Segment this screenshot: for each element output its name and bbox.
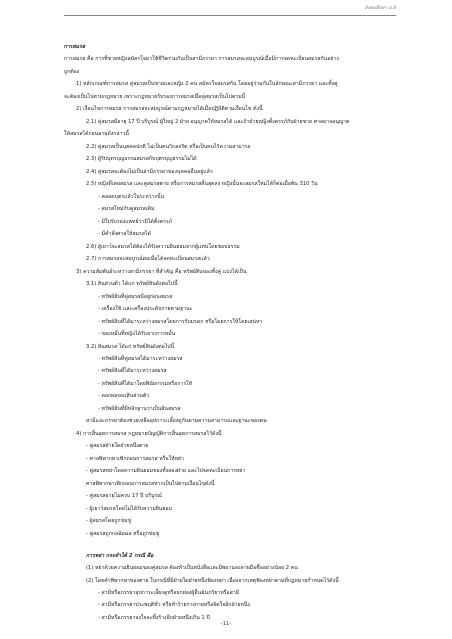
text-line: - ทรัพย์สินที่ได้มาโดยพินัยกรรมหรือการให้ bbox=[98, 380, 193, 387]
text-line: 2.1) คู่สมรสมีอายุ 17 ปี บริบูรณ์ ผู้ใหญ่ 2 ฝ่าย อนุญาตให้สมรสได้ และถ้าฝ่ายหญิงตั้งครรภ์กับฝ่ายชาย ศาลอาจอนุญาต bbox=[86, 118, 350, 125]
text-line: - คู่สมรสถูกกลฉ้อฉล หรือถูกข่มขู่ bbox=[86, 530, 160, 537]
text-line: 2.7) การสมรสจะสมบูรณ์ต่อเมื่อได้จดทะเบียนสมรสแล้ว bbox=[86, 256, 210, 263]
text-line: 2.3) ผู้รับบุตรบุญธรรมสมรสกับบุตรบุญธรรมไม่ได้ bbox=[86, 156, 197, 163]
text-line: - มีใบรับรองแพทย์ว่ามิได้ตั้งครรภ์ bbox=[98, 218, 173, 225]
text-line: (1) หย่าด้วยความยินยอมของคู่สมรส ต้องทำเป็นหนังสือและมีพยานลงลายมือชื่ออย่างน้อย 2 คน bbox=[86, 565, 298, 572]
text-line: สามีและภรรยาต้องช่วยเหลืออุปการะเลี้ยงดูกันตามความสามารถและฐานะของตน bbox=[86, 418, 267, 425]
text-line: - สามีหรือภรรยาประพฤติชั่ว หรือทำร้ายร่างกายหรือจิตใจอีกฝ่ายหนึ่ง bbox=[98, 602, 250, 609]
text-line: - ผู้เยาว์สมรสโดยไม่ได้รับความยินยอม bbox=[86, 505, 172, 512]
text-line: - ทรัพย์สินที่ได้มาระหว่างสมรสโดยการรับมรดก หรือโดยการให้โดยเสน่หา bbox=[98, 318, 263, 325]
page-number: -11- bbox=[221, 621, 231, 627]
text-line: - ทรัพย์สินที่ได้มาระหว่างสมรส bbox=[98, 368, 167, 375]
text-line: - ทรัพย์สินที่มีหลักฐานว่าเป็นสินสมรส bbox=[98, 405, 181, 412]
text-line: จะต้องเป็นไปตามกฎหมาย เพราะกฎหมายรับรองการสมรสเมื่อคู่สมรสเป็นไปตามนี้ bbox=[64, 93, 246, 100]
text-line: - คู่สมรสอายุไม่ครบ 17 ปี บริบูรณ์ bbox=[86, 493, 162, 500]
text-line: - ศาลพิพากษาเพิกถอนการสมรส หรือให้หย่า bbox=[86, 455, 184, 462]
text-line: การสมรส bbox=[64, 44, 86, 50]
text-line: - ดอกผลของสินส่วนตัว bbox=[98, 393, 150, 400]
text-line: - สมรสใหม่กับคู่สมรสเดิม bbox=[98, 206, 155, 213]
text-line: - คู่สมรสฝ่ายใดฝ่ายหนึ่งตาย bbox=[86, 443, 149, 450]
text-line: - สามีหรือภรรยาจงใจละทิ้งร้างอีกฝ่ายหนึ่งเกิน 1 ปี bbox=[98, 614, 210, 621]
text-line: 4) การสิ้นสุดการสมรส กฎหมายบัญญัติการสิ้นสุดการสมรสไว้ดังนี้ bbox=[76, 430, 222, 437]
text-line: - คู่สมรสหย่าโดยความยินยอมของทั้งสองฝ่าย และไปจดทะเบียนการหย่า bbox=[86, 468, 246, 475]
text-line: ศาลพิพากษาเพิกถอนการสมรสหากเป็นไปตามเงื่อนไขดังนี้ bbox=[86, 480, 215, 487]
text-line: 3) ความสัมพันธ์ระหว่างสามีภรรยา ที่สำคัญ คือ ทรัพย์สินของทั้งคู่ แบ่งได้เป็น bbox=[76, 268, 247, 275]
text-line: 3.1) สินส่วนตัว ได้แก่ ทรัพย์สินดังต่อไปนี้ bbox=[86, 281, 178, 288]
text-line: 2.5) หญิงที่เคยสมรส และคู่สมรสตาย หรือการสมรสสิ้นสุดลง หญิงนั้นจะสมรสใหม่ได้ก็ต่อเมื่อพ้น 310 วัน bbox=[86, 181, 318, 188]
text-line: - ทรัพย์สินที่คู่สมรสมีอยู่ก่อนสมรส bbox=[98, 293, 173, 300]
running-header: สังคมศึกษา ม.4 bbox=[364, 6, 396, 11]
text-line: ถูกต้อง bbox=[64, 68, 80, 75]
text-line: - คลอดบุตรแล้วในระหว่างนั้น bbox=[98, 193, 165, 200]
text-line: - ทรัพย์สินที่คู่สมรสได้มาระหว่างสมรส bbox=[98, 356, 183, 362]
text-line: 2) เงื่อนไขการสมรส การสมรสจะสมบูรณ์ตามกฎหมายได้เมื่อปฏิบัติตามเงื่อนไข ดังนี้ bbox=[76, 106, 263, 113]
text-line: - ของหมั้นที่หญิงได้รับจากการหมั้น bbox=[98, 331, 176, 338]
text-line: 2.6) ผู้เยาว์จะสมรสได้ต้องได้รับความยินยอมจากผู้แทนโดยชอบธรรม bbox=[86, 243, 240, 250]
text-line: (2) โดยคำพิพากษาของศาล ในกรณีที่มีฝ่ายใดฝ่ายหนึ่งฟ้องหย่า เนื่องจากเหตุฟ้องหย่าตามที่กฎหมายกำหนดไว้ดังนี้ bbox=[86, 577, 339, 584]
text-line: - ผู้สมรสโดยถูกข่มขู่ bbox=[86, 518, 132, 525]
text-line: การหย่า กระทำได้ 2 กรณี คือ bbox=[86, 552, 154, 559]
header-rule bbox=[64, 15, 396, 16]
text-line: 2.4) คู่สมรสจะต้องไม่เป็นสามีภรรยาของบุคคลอื่นอยู่แล้ว bbox=[86, 168, 213, 175]
text-line: - มีคำสั่งศาลให้สมรสได้ bbox=[98, 231, 151, 238]
text-line: - เครื่องใช้ และเครื่องประดับกายตามฐานะ bbox=[98, 306, 193, 313]
text-line: 3.2) สินสมรส ได้แก่ ทรัพย์สินดังต่อไปนี้ bbox=[86, 343, 175, 350]
text-line: ให้สมรสได้ก่อนอายุดังกล่าวนี้ bbox=[64, 131, 129, 138]
text-line: 2.2) คู่สมรสเป็นบุคคลปกติ ไม่เป็นคนวิกลจริต หรือเป็นคนไร้ความสามารถ bbox=[86, 143, 251, 150]
text-line: การสมรส คือ การที่ชายหญิงสมัครใจมาใช้ชีวิตร่วมกันเป็นสามีภรรยา การสมรสจะสมบูรณ์เมื่อมีการจดทะเบียนสมรสกันอย่าง bbox=[64, 56, 339, 63]
text-line: 1) หลักเกณฑ์การสมรส คู่สมรสเป็นชายและหญิง 2 คน สมัครใจสมรสกัน โดยอยู่ร่วมกันในลักษณะสามีภรรยา และทั้งคู่ bbox=[76, 81, 338, 88]
text-line: - สามีหรือภรรยาอุปการะเลี้ยงดูหรือยกย่องผู้อื่นฉันภริยาหรือสามี bbox=[98, 590, 240, 596]
